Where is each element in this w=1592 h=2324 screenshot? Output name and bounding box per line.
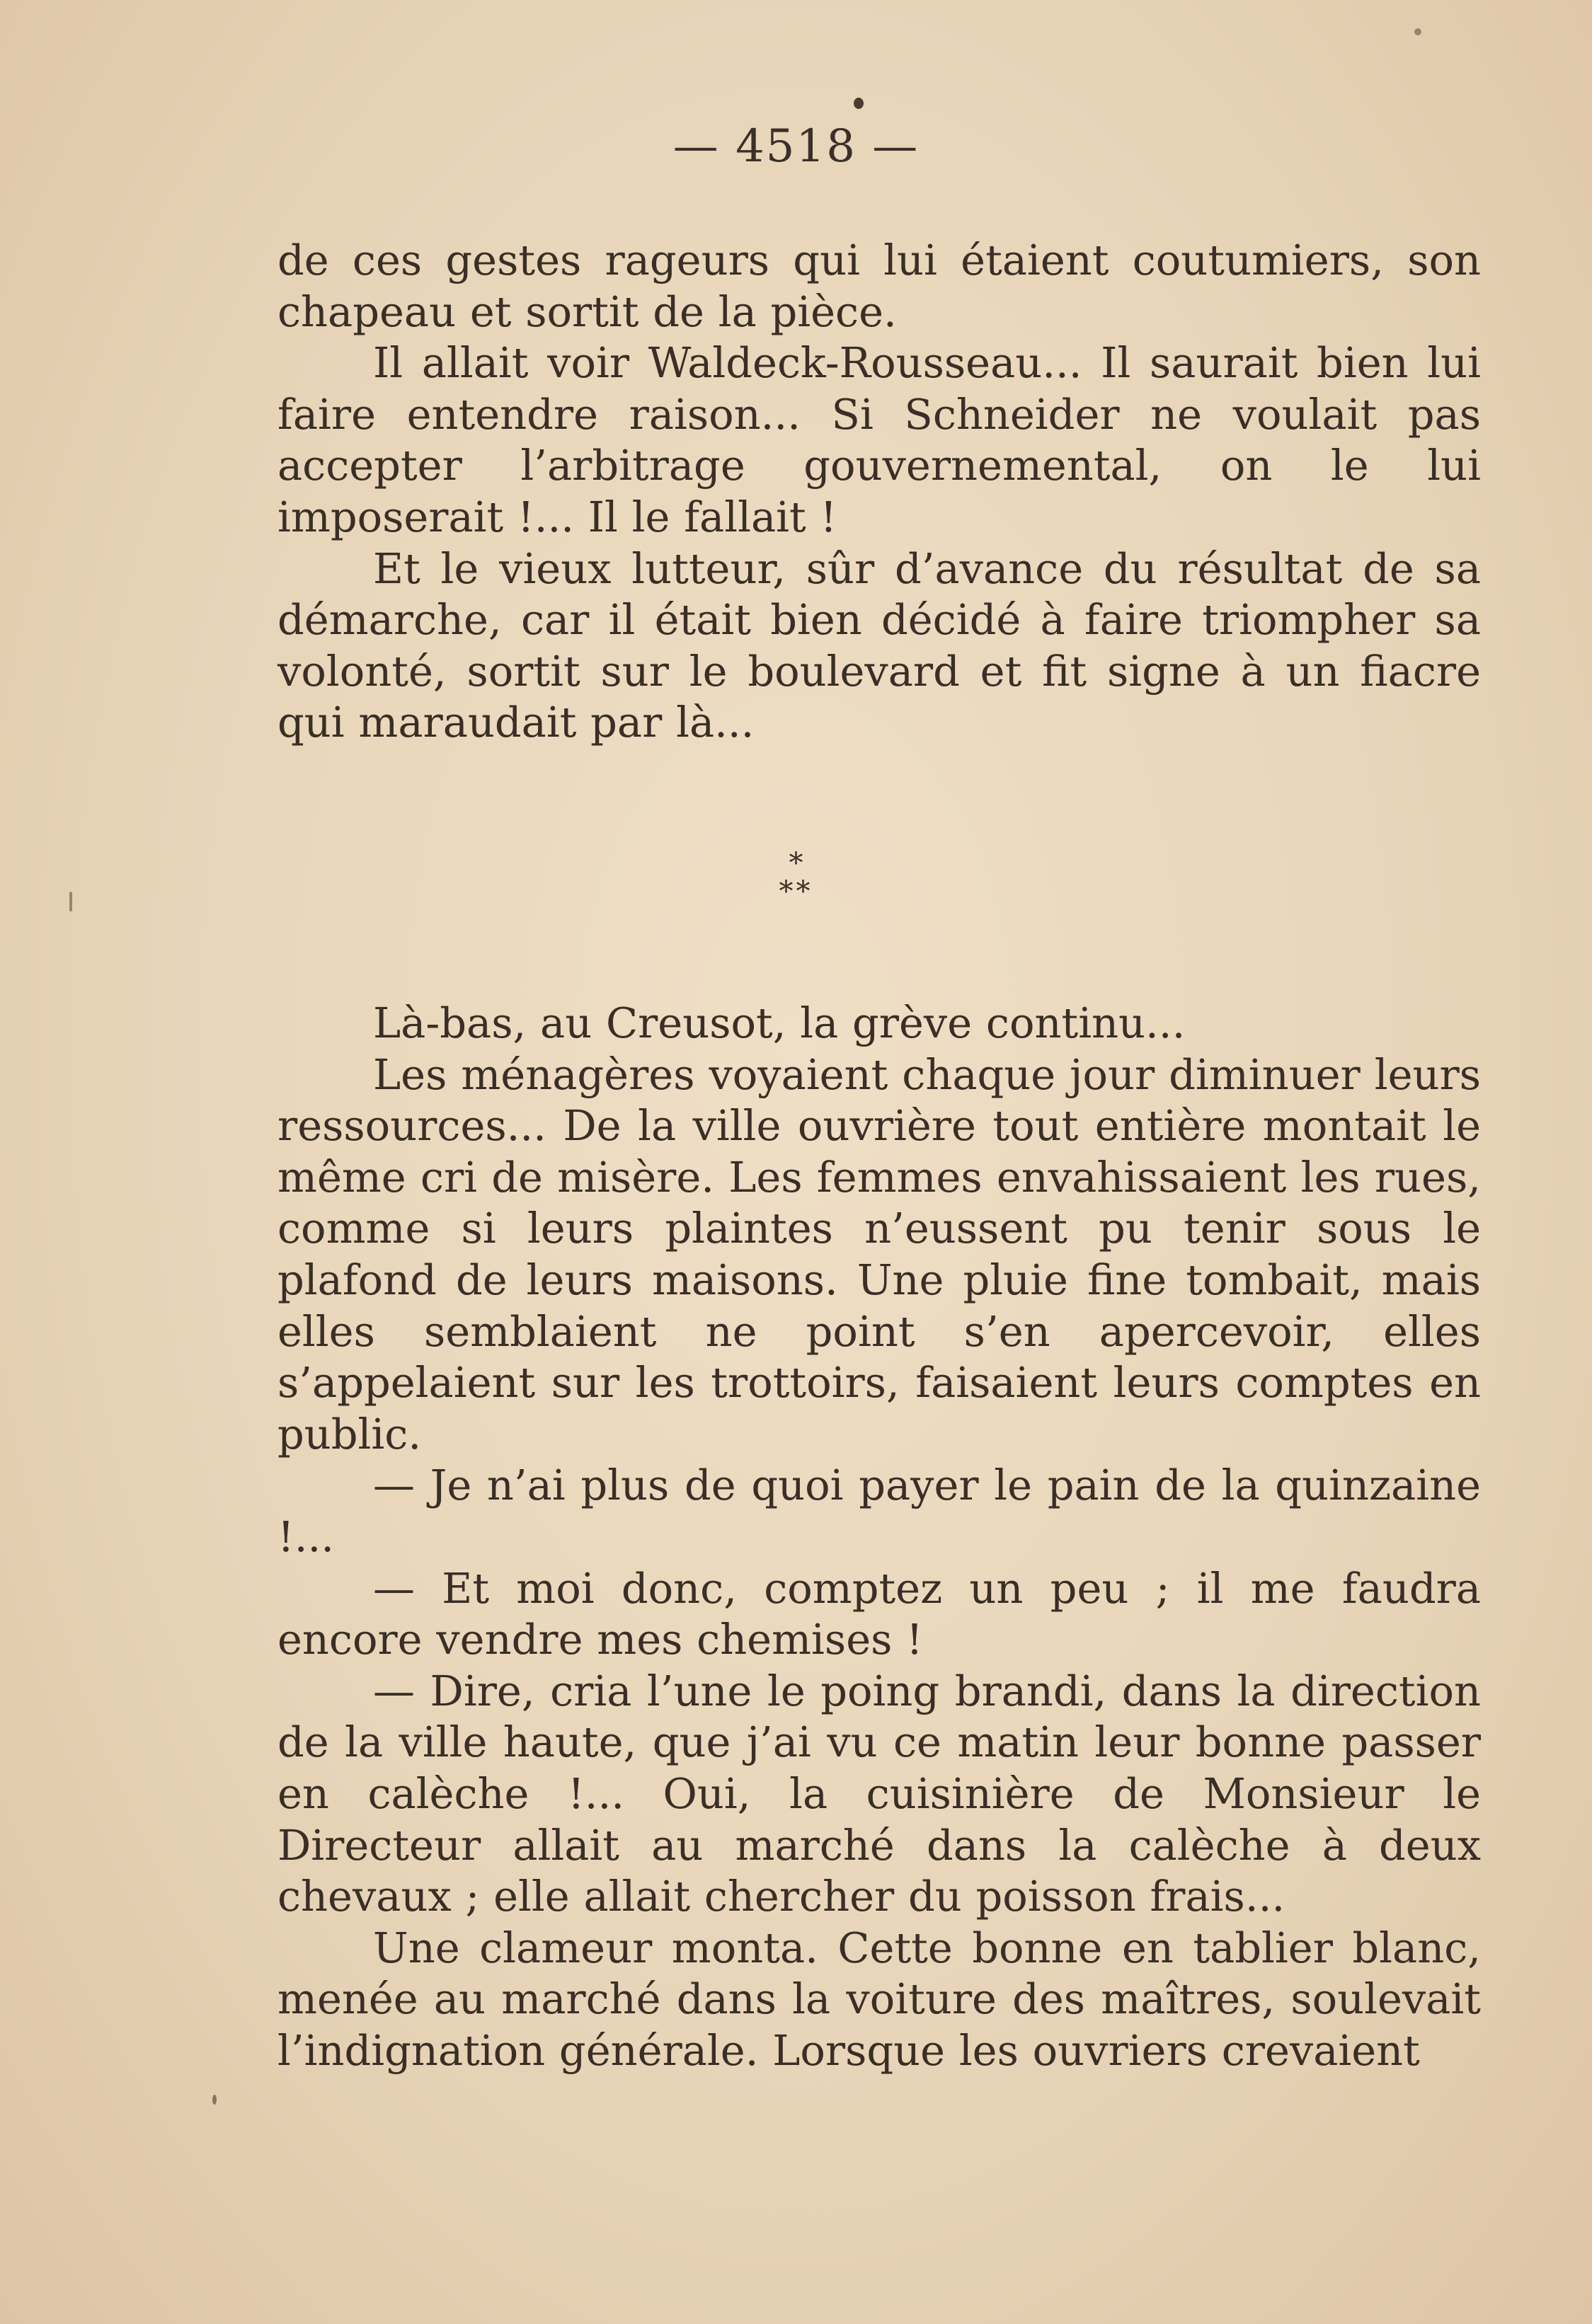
paragraph: de ces gestes rageurs qui lui étaient coutumiers, son chapeau et sortit de la pièce. [277,236,1481,336]
ink-speck [1414,28,1421,35]
paragraph: Et le vieux lutteur, sûr d’avance du résultat de sa démarche, car il était bien décidé à faire triompher sa volonté, sortit sur le boulevard et fit signe à un fiacre qui maraudait par là... [277,543,1481,747]
ink-speck [854,98,864,109]
asterism-top: * [789,847,803,880]
paragraph: Il allait voir Waldeck-Rousseau... Il saurait bien lui faire entendre raison... Si Schneider ne voulait pas accepter l’arbitrage gouvernemental, on le lui imposerait !... Il le fallait ! [277,338,1481,541]
ink-speck [212,2095,217,2105]
asterism-bottom: ** [779,875,813,908]
dialogue-line: — Et moi donc, comptez un peu ; il me faudra encore vendre mes chemises ! [277,1563,1481,1664]
dialogue-line: — Dire, cria l’une le poing brandi, dans la direction de la ville haute, que j’ai vu ce matin leur bonne passer en calèche !... Oui, la cuisinière de Monsieur le Directeur allait au marché dans la calèche à deux chevaux ; elle allait chercher du poisson frais... [277,1666,1481,1921]
text-section-one [277,235,1481,749]
paragraph: Là-bas, au Creusot, la grève continu... [373,999,1186,1047]
section-separator [0,849,1592,906]
paragraph: Les ménagères voyaient chaque jour diminuer leurs ressources... De la ville ouvrière tout entière montait le même cri de misère. Les femmes envahissaient les rues, comme si leurs plaintes n’eussent pu tenir sous le plafond de leurs maisons. Une pluie fine tombait, mais elles semblaient ne point s’en apercevoir, elles s’appelaient sur les trottoirs, faisaient leurs comptes en public. [277,1049,1481,1459]
paragraph: Une clameur monta. Cette bonne en tablier blanc, menée au marché dans la voiture des maîtres, soulevait l’indignation générale. Lorsque les ouvriers crevaient [277,1923,1481,2075]
dialogue-line: — Je n’ai plus de quoi payer le pain de la quinzaine !... [277,1461,1481,1561]
text-section-two [277,998,1481,2076]
page-number: — 4518 — [672,120,920,173]
